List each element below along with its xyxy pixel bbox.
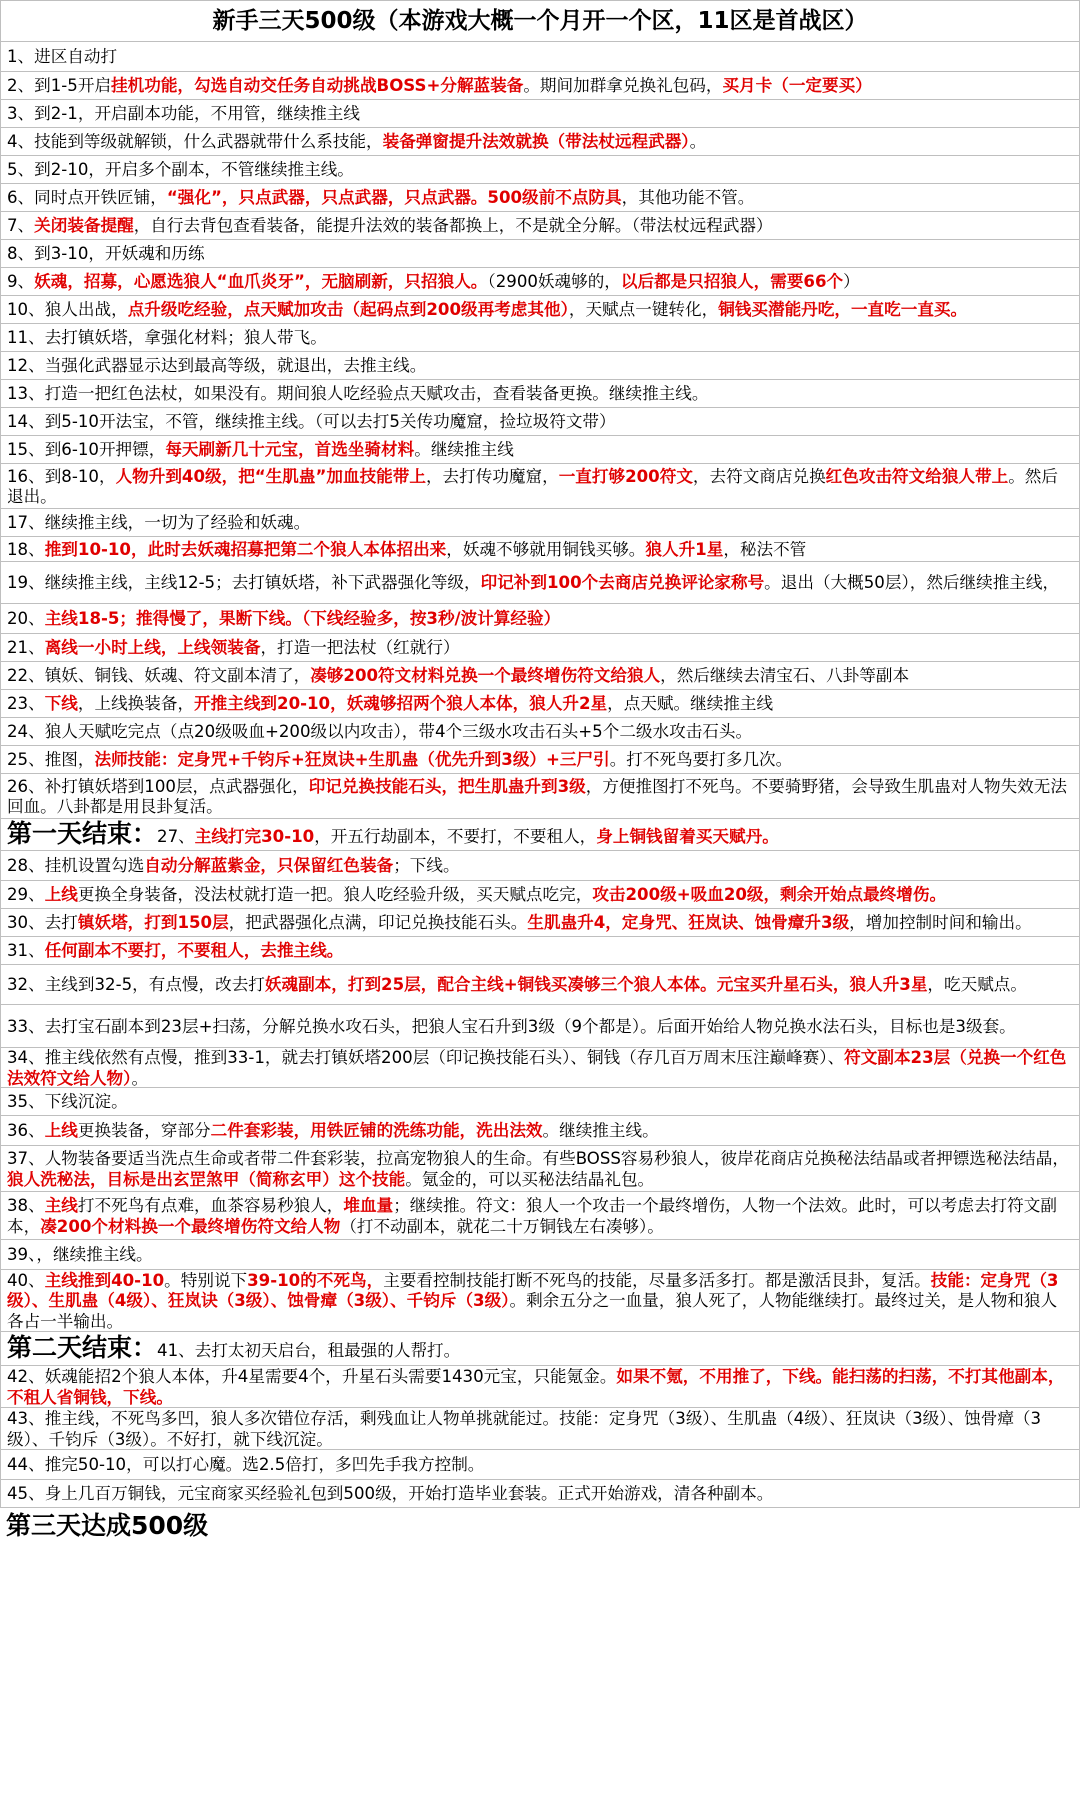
- step-text: [7, 1455, 1073, 1476]
- step-segment: 18、: [7, 539, 45, 559]
- highlight-text: 以后都是只招狼人，需要66个: [620, 272, 844, 292]
- step-segment: 19、继续推主线，主线12-5；去打镇妖塔，补下武器强化等级，: [7, 573, 481, 593]
- step-text: [7, 384, 1073, 405]
- step-row: [1, 509, 1079, 537]
- highlight-text: 狼人升1星: [645, 539, 724, 559]
- highlight-text: 关闭装备提醒: [34, 216, 134, 236]
- step-segment: 32、主线到32-5，有点慢，改去打: [7, 975, 265, 995]
- step-row: [1, 100, 1079, 128]
- step-segment: （2900妖魂够的，: [487, 272, 621, 292]
- step-segment: 更换全身装备，没法杖就打造一把。狼人吃经验升级，买天赋点吃完，: [77, 885, 593, 905]
- highlight-text: 铜钱买潜能丹吃，一直吃一直买。: [718, 300, 968, 320]
- step-text: [7, 1017, 1073, 1038]
- step-text: [7, 885, 1073, 906]
- step-segment: 29、: [7, 885, 45, 905]
- highlight-text: 二件套彩装，用铁匠铺的洗练功能，洗出法效: [210, 1121, 543, 1141]
- step-text: [7, 328, 1073, 349]
- step-segment: 25、推图，: [7, 750, 95, 770]
- step-text: [7, 1409, 1073, 1450]
- step-segment: 12、当强化武器显示达到最高等级，就退出，去推主线。: [7, 356, 427, 376]
- step-text: [7, 975, 1073, 996]
- highlight-text: 主线推到40-10: [44, 1270, 165, 1290]
- step-segment: 45、身上几百万铜钱，元宝商家买经验礼包到500级，开始打造毕业套装。正式开始游戏，清各种副本。: [7, 1484, 774, 1504]
- step-segment: 30、去打: [7, 913, 78, 933]
- step-text: [7, 216, 1073, 237]
- highlight-text: 离线一小时上线，上线领装备: [44, 638, 261, 658]
- step-segment: （打不动副本，就花二十万铜钱左右凑够）。: [340, 1216, 664, 1236]
- highlight-text: 凑够200符文材料兑换一个最终增伤符文给狼人: [310, 666, 661, 686]
- step-row: [1, 1240, 1079, 1270]
- step-segment: 。剩余五分之一血量，狼人死了，人物能继续打。最终过关，是人物和狼人各占一半输出。: [7, 1291, 1058, 1331]
- highlight-text: 买月卡（一定要买）: [722, 76, 872, 96]
- step-text: [7, 1196, 1073, 1237]
- step-row: [1, 1366, 1079, 1408]
- step-row: [1, 937, 1079, 965]
- step-text: [7, 666, 1073, 687]
- step-segment: 15、到6-10开押镖，: [7, 440, 166, 460]
- highlight-text: 妖魂，招募，心愿选狼人“血爪炎牙”，无脑刷新，只招狼人。: [34, 272, 488, 292]
- step-row: [1, 1116, 1079, 1146]
- step-segment: ，妖魂不够就用铜钱买够。: [446, 539, 646, 559]
- highlight-text: 印记补到100个去商店兑换评论家称号: [480, 573, 765, 593]
- highlight-text: 妖魂副本，打到25层，配合主线+铜钱买凑够三个狼人本体。元宝买升星石头，狼人升3星: [264, 975, 928, 995]
- step-row: [1, 1048, 1079, 1088]
- step-segment: 。: [689, 132, 707, 152]
- step-row: [1, 1408, 1079, 1450]
- step-text: [7, 1048, 1073, 1088]
- step-row: [1, 746, 1079, 774]
- step-segment: 23、: [7, 694, 45, 714]
- step-segment: ，自行去背包查看装备，能提升法效的装备都换上，不是就全分解。（带法杖远程武器）: [133, 216, 773, 236]
- step-text: [7, 777, 1073, 818]
- step-text: [7, 188, 1073, 209]
- step-row: [1, 324, 1079, 352]
- step-row: [1, 184, 1079, 212]
- step-segment: ）: [843, 272, 860, 292]
- highlight-text: 生肌蛊升4，定身咒、狂岚诀、蚀骨瘴升3级: [527, 913, 850, 933]
- step-segment: 22、镇妖、铜钱、妖魂、符文副本清了，: [7, 666, 311, 686]
- step-row: [1, 774, 1079, 819]
- step-row: [1, 1088, 1079, 1116]
- step-segment: 14、到5-10开法宝，不管，继续推主线。（可以去打5关传功魔窟，捡垃圾符文带）: [7, 412, 616, 432]
- step-segment: 42、妖魂能招2个狼人本体，升4星需要4个，升星石头需要1430元宝，只能氪金。: [7, 1367, 617, 1386]
- step-text: [7, 132, 1073, 153]
- step-segment: 4、技能到等级就解锁，什么武器就带什么系技能，: [7, 132, 383, 152]
- step-text: [7, 819, 1073, 848]
- step-row: [1, 851, 1079, 881]
- step-row: [1, 42, 1079, 72]
- step-segment: 41、去打太初天启台，租最强的人帮打。: [157, 1340, 461, 1360]
- step-text: [7, 1332, 1073, 1362]
- step-text: [7, 104, 1073, 125]
- step-segment: 1、进区自动打: [7, 47, 118, 67]
- step-segment: 11、去打镇妖塔，拿强化材料；狼人带飞。: [7, 328, 327, 348]
- step-segment: 2、到1-5开启: [7, 76, 112, 96]
- step-text: [7, 1245, 1073, 1266]
- highlight-text: 上线: [44, 1121, 78, 1141]
- step-segment: ，然后继续去清宝石、八卦等副本: [660, 666, 910, 686]
- highlight-text: 堆血量: [343, 1196, 394, 1215]
- highlight-text: 主线: [44, 1196, 78, 1215]
- highlight-text: 自动分解蓝紫金，只保留红色装备: [144, 856, 394, 876]
- step-text: [7, 1092, 1073, 1113]
- step-row: [1, 1005, 1079, 1048]
- step-segment: 24、狼人天赋吃完点（点20级吸血+200级以内攻击），带4个三级水攻击石头+5个二级水攻击石头。: [7, 722, 753, 742]
- highlight-text: 法师技能：定身咒+千钧斥+狂岚诀+生肌蛊（优先升到3级）+三尸引: [94, 750, 610, 770]
- step-row: [1, 1146, 1079, 1192]
- highlight-text: 身上铜钱留着买天赋丹。: [596, 826, 779, 846]
- step-segment: 。然后退出。: [7, 466, 1058, 506]
- highlight-text: 红色攻击符文给狼人带上: [825, 466, 1009, 486]
- step-text: [7, 913, 1073, 934]
- step-text: [7, 300, 1073, 321]
- step-row: [1, 240, 1079, 268]
- page-title: 新手三天500级（本游戏大概一个月开一个区，11区是首战区）: [0, 0, 1080, 41]
- highlight-text: 攻击200级+吸血20级，剩余开始点最终增伤。: [592, 885, 947, 905]
- step-segment: ，去符文商店兑换: [692, 466, 826, 486]
- step-segment: ，吃天赋点。: [927, 975, 1027, 995]
- step-segment: 13、打造一把红色法杖，如果没有。期间狼人吃经验点天赋攻击，查看装备更换。继续推主线。: [7, 384, 709, 404]
- highlight-text: 装备弹窗提升法效就换（带法杖远程武器）: [382, 132, 690, 152]
- step-segment: 。退出（大概50层），然后继续推主线，: [764, 573, 1060, 593]
- step-segment: 5、到2-10，开启多个副本，不管继续推主线。: [7, 160, 354, 180]
- highlight-text: 狼人洗秘法，目标是出玄罡煞甲（简称玄甲）这个技能: [7, 1169, 406, 1189]
- step-row: [1, 436, 1079, 464]
- step-segment: 37、人物装备要适当洗点生命或者带二件套彩装，拉高宠物狼人的生命。有些BOSS容易秒狼人，彼岸花商店兑换秘法结晶或者押镖选秘法结晶，: [7, 1149, 1069, 1168]
- step-segment: ，其他功能不管。: [621, 188, 755, 208]
- step-segment: ，开五行劫副本，不要打，不要租人，: [314, 826, 597, 846]
- step-segment: 。继续推主线: [414, 440, 514, 460]
- step-segment: 打不死鸟有点难，血茶容易秒狼人，: [77, 1196, 344, 1215]
- highlight-text: 每天刷新几十元宝，首选坐骑材料: [165, 440, 415, 460]
- footer-summary: 第三天达成500级: [6, 1511, 209, 1540]
- step-segment: 28、挂机设置勾选: [7, 856, 145, 876]
- step-segment: 。期间加群拿兑换礼包码，: [523, 76, 723, 96]
- step-row: [1, 408, 1079, 436]
- highlight-text: 上线: [44, 885, 78, 905]
- step-row: [1, 662, 1079, 690]
- step-text: [7, 750, 1073, 771]
- step-segment: 39、，继续推主线。: [7, 1245, 153, 1265]
- step-segment: 。打不死鸟要打多几次。: [609, 750, 793, 770]
- step-row: [1, 537, 1079, 562]
- step-segment: 20、: [7, 609, 45, 629]
- step-text: [7, 160, 1073, 181]
- step-segment: 7、: [7, 216, 35, 236]
- step-row: [1, 1192, 1079, 1240]
- step-segment: 16、到8-10，: [7, 466, 116, 486]
- step-row: [1, 212, 1079, 240]
- step-segment: 26、补打镇妖塔到100层，点武器强化，: [7, 776, 309, 796]
- step-segment: 。继续推主线。: [542, 1121, 659, 1141]
- step-segment: ，把武器强化点满，印记兑换技能石头。: [228, 913, 528, 933]
- step-segment: 35、下线沉淀。: [7, 1092, 128, 1112]
- step-text: [7, 412, 1073, 433]
- day-end-heading: 第二天结束：: [7, 1332, 158, 1362]
- step-text: [7, 722, 1073, 743]
- step-segment: ；下线。: [393, 856, 460, 876]
- step-row: [1, 690, 1079, 718]
- highlight-text: 开推主线到20-10，妖魂够招两个狼人本体，狼人升2星: [194, 694, 608, 714]
- highlight-text: 挂机功能，勾选自动交任务自动挑战BOSS+分解蓝装备: [111, 76, 524, 96]
- step-segment: 更换装备，穿部分: [77, 1121, 211, 1141]
- highlight-text: 点升级吃经验，点天赋加攻击（起码点到200级再考虑其他）: [127, 300, 569, 320]
- step-row: [1, 128, 1079, 156]
- step-text: [7, 1484, 1073, 1505]
- step-segment: 。: [131, 1068, 149, 1088]
- step-segment: 40、: [7, 1270, 45, 1290]
- step-segment: 21、: [7, 638, 45, 658]
- step-row: [1, 268, 1079, 296]
- step-segment: 33、去打宝石副本到23层+扫荡，分解兑换水攻石头，把狼人宝石升到3级（9个都是）。后面开始给人物兑换水法石头，目标也是3级套。: [7, 1016, 1016, 1036]
- step-text: [7, 856, 1073, 877]
- step-segment: 36、: [7, 1121, 45, 1141]
- step-text: [7, 694, 1073, 715]
- step-segment: ，天赋点一键转化，: [568, 300, 719, 320]
- highlight-text: 一直打够200符文: [558, 466, 693, 486]
- highlight-text: 技能：定身咒（3级）、生肌蛊（4级）、狂岚诀（3级）、蚀骨瘴（3级）、千钧斥（3级）: [7, 1270, 1059, 1311]
- highlight-text: 如果不氪，不用推了，下线。能扫荡的扫荡，不打其他副本，不租人省铜钱，下线。: [7, 1367, 1065, 1407]
- step-segment: 6、同时点开铁匠铺，: [7, 188, 167, 208]
- highlight-text: 任何副本不要打，不要租人，去推主线。: [44, 941, 344, 961]
- step-segment: 主要看控制技能打断不死鸟的技能，尽量多活多打。都是激活艮卦，复活。: [383, 1270, 931, 1290]
- step-segment: ，点天赋。继续推主线: [607, 694, 774, 714]
- highlight-text: 镇妖塔，打到150层: [77, 913, 229, 933]
- step-segment: ，增加控制时间和输出。: [849, 913, 1032, 933]
- highlight-text: 印记兑换技能石头，把生肌蛊升到3级: [308, 776, 586, 796]
- step-segment: ，上线换装备，: [77, 694, 195, 714]
- step-text: [7, 1367, 1073, 1408]
- step-segment: 。氪金的，可以买秘法结晶礼包。: [405, 1169, 655, 1189]
- highlight-text: 推到10-10，此时去妖魂招募把第二个狼人本体招出来: [44, 539, 447, 559]
- step-row: [1, 634, 1079, 662]
- step-row: [1, 380, 1079, 408]
- highlight-text: 39-10的不死鸟，: [247, 1270, 384, 1290]
- step-text: [7, 1149, 1073, 1190]
- step-row: [1, 1450, 1079, 1480]
- step-text: [7, 540, 1073, 561]
- highlight-text: 下线: [44, 694, 78, 714]
- step-segment: 10、狼人出战，: [7, 300, 128, 320]
- highlight-text: 主线18-5；推得慢了，果断下线。（下线经验多，按3秒/波计算经验）: [44, 609, 561, 629]
- step-text: [7, 356, 1073, 377]
- step-text: [7, 638, 1073, 659]
- step-segment: 9、: [7, 272, 35, 292]
- step-row: [1, 718, 1079, 746]
- step-segment: 3、到2-1，开启副本功能，不用管，继续推主线: [7, 104, 360, 124]
- step-segment: 。特别说下: [164, 1270, 248, 1290]
- highlight-text: 人物升到40级，把“生肌蛊”加血技能带上: [115, 466, 426, 486]
- step-segment: 8、到3-10，开妖魂和历练: [7, 244, 205, 264]
- day-end-heading: 第一天结束：: [7, 819, 158, 848]
- step-row: [1, 604, 1079, 634]
- step-segment: 38、: [7, 1196, 45, 1215]
- step-row: [1, 72, 1079, 100]
- step-segment: ，方便推图打不死鸟。不要骑野猪，会导致生肌蛊对人物失效无法回血。八卦都是用艮卦复活。: [7, 776, 1067, 816]
- step-text: [7, 609, 1073, 630]
- step-text: [7, 1271, 1073, 1332]
- highlight-text: 凑200个材料换一个最终增伤符文给人物: [40, 1216, 341, 1236]
- step-segment: 17、继续推主线，一切为了经验和妖魂。: [7, 513, 311, 533]
- step-text: [7, 467, 1073, 508]
- step-text: [7, 244, 1073, 265]
- step-row: [1, 819, 1079, 851]
- steps-list: [0, 41, 1080, 1508]
- step-segment: ，秘法不管: [723, 539, 807, 559]
- step-row: [1, 909, 1079, 937]
- step-row: [1, 352, 1079, 380]
- step-text: [7, 47, 1073, 68]
- step-segment: ；继续推。符文：狼人一个攻击一个最终增伤，人物一个法效。此时，可以考虑去打符文副本，: [7, 1196, 1057, 1236]
- highlight-text: 符文副本23层（兑换一个红色法效符文给人物）: [7, 1048, 1067, 1088]
- step-row: [1, 881, 1079, 909]
- step-text: [7, 1121, 1073, 1142]
- step-text: [7, 573, 1073, 594]
- step-row: [1, 562, 1079, 604]
- step-segment: 34、推主线依然有点慢，推到33-1，就去打镇妖塔200层（印记换技能石头）、铜钱（存几百万周末压注巅峰赛）、: [7, 1048, 845, 1067]
- step-segment: 43、推主线，不死鸟多凹，狼人多次错位存活，剩残血让人物单挑就能过。技能：定身咒（3级）、生肌蛊（4级）、狂岚诀（3级）、蚀骨瘴（3级）、千钧斥（3级）。不好打，就下线沉淀。: [7, 1409, 1042, 1449]
- step-text: [7, 76, 1073, 97]
- step-segment: 44、推完50-10，可以打心魔。选2.5倍打，多凹先手我方控制。: [7, 1455, 485, 1475]
- step-row: [1, 1480, 1079, 1508]
- step-row: [1, 965, 1079, 1005]
- step-segment: 31、: [7, 941, 45, 961]
- step-segment: 27、: [157, 826, 195, 846]
- step-segment: ，打造一把法杖（红就行）: [260, 638, 460, 658]
- step-text: [7, 941, 1073, 962]
- step-text: [7, 440, 1073, 461]
- step-segment: ，去打传功魔窟，: [425, 466, 559, 486]
- step-row: [1, 1270, 1079, 1332]
- highlight-text: “强化”，只点武器，只点武器，只点武器。500级前不点防具: [166, 188, 622, 208]
- step-row: [1, 1332, 1079, 1366]
- step-text: [7, 272, 1073, 293]
- step-row: [1, 156, 1079, 184]
- step-row: [1, 464, 1079, 509]
- step-text: [7, 513, 1073, 534]
- step-row: [1, 296, 1079, 324]
- highlight-text: 主线打完30-10: [194, 826, 315, 846]
